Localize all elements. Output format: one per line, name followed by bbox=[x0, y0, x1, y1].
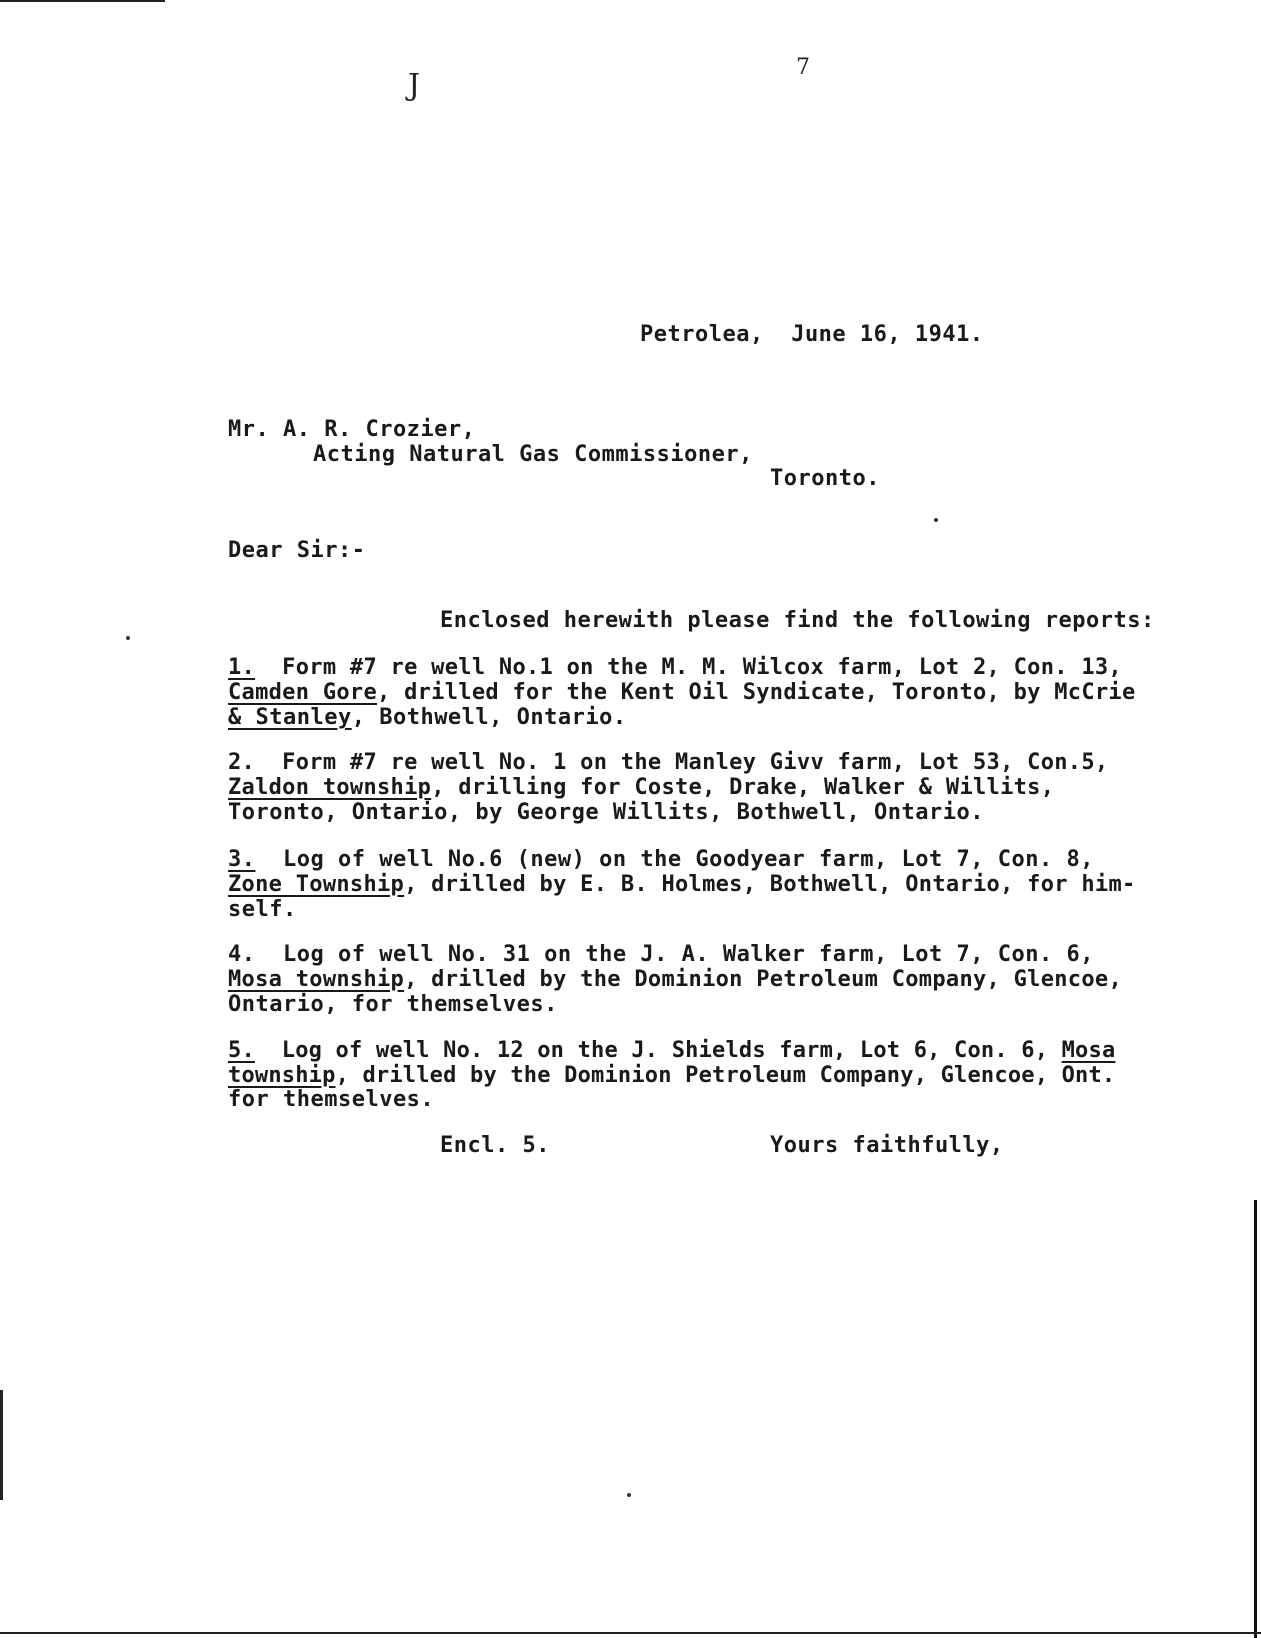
closing: Yours faithfully, bbox=[770, 1133, 1004, 1158]
list-item-4-line-1 bbox=[228, 942, 1094, 968]
item-text: Log of well No.6 (new) on the Goodyear farm, Lot 7, Con. 8, bbox=[255, 847, 1094, 872]
location-underlined: township bbox=[228, 1063, 336, 1088]
item-number: 4. bbox=[228, 942, 256, 967]
recipient-name: Mr. A. R. Crozier, bbox=[228, 417, 476, 442]
list-item-3-line-2 bbox=[228, 872, 1136, 898]
list-item-2-line-3 bbox=[228, 800, 984, 826]
item-text: Form #7 re well No. 1 on the Manley Givv farm, Lot 53, Con.5, bbox=[255, 750, 1109, 775]
list-item-4-line-2 bbox=[228, 967, 1122, 993]
list-item-1-line-1 bbox=[228, 655, 1122, 681]
recipient-title: Acting Natural Gas Commissioner, bbox=[313, 442, 753, 467]
item-text: Form #7 re well No.1 on the M. M. Wilcox farm, Lot 2, Con. 13, bbox=[255, 655, 1122, 680]
scan-edge-left bbox=[0, 1390, 3, 1500]
location-underlined: Camden Gore bbox=[228, 680, 377, 705]
scan-edge-bottom bbox=[0, 1632, 1261, 1634]
salutation: Dear Sir:- bbox=[228, 538, 366, 563]
item-number: 3. bbox=[228, 847, 256, 872]
location-underlined: Zone Township bbox=[228, 872, 405, 897]
ink-speck bbox=[126, 636, 130, 640]
list-item-5-line-1 bbox=[228, 1038, 1115, 1064]
recipient-city: Toronto. bbox=[770, 466, 880, 491]
location-underlined: Mosa township bbox=[228, 967, 405, 992]
enclosure-note: Encl. 5. bbox=[440, 1133, 550, 1158]
item-text: , drilled by the Dominion Petroleum Company, Glencoe, bbox=[404, 967, 1122, 992]
ink-speck bbox=[627, 1493, 631, 1497]
item-text: , drilled for the Kent Oil Syndicate, Toronto, by McCrie bbox=[377, 680, 1136, 705]
location-underlined: Mosa bbox=[1061, 1038, 1116, 1063]
list-item-3-line-3 bbox=[228, 897, 297, 923]
item-text: , Bothwell, Ontario. bbox=[351, 705, 627, 730]
handwritten-mark-left: J bbox=[408, 68, 421, 103]
list-item-5-line-3 bbox=[228, 1087, 434, 1113]
item-text: Log of well No. 12 on the J. Shields farm, Lot 6, Con. 6, bbox=[254, 1038, 1062, 1063]
ink-speck bbox=[934, 518, 938, 522]
location-underlined: Zaldon township bbox=[228, 775, 432, 800]
handwritten-mark-right: 7 bbox=[796, 55, 810, 80]
list-item-2-line-1 bbox=[228, 750, 1108, 776]
contractor-underlined: & Stanley bbox=[228, 705, 352, 730]
list-item-4-line-3 bbox=[228, 992, 558, 1018]
item-text: , drilled by E. B. Holmes, Bothwell, Ontario, for him- bbox=[404, 872, 1136, 897]
list-item-2-line-2 bbox=[228, 775, 1054, 801]
place-date: Petrolea, June 16, 1941. bbox=[640, 322, 984, 347]
item-number: 1. bbox=[228, 655, 256, 680]
item-text: for themselves. bbox=[228, 1087, 435, 1112]
scan-edge-right bbox=[1254, 1200, 1257, 1638]
item-text: Toronto, Ontario, by George Willits, Bothwell, Ontario. bbox=[228, 800, 984, 825]
list-item-1-line-3 bbox=[228, 705, 627, 731]
item-number: 5. bbox=[228, 1038, 255, 1063]
item-text: self. bbox=[228, 897, 297, 922]
item-number: 2. bbox=[228, 750, 256, 775]
item-text: Log of well No. 31 on the J. A. Walker farm, Lot 7, Con. 6, bbox=[255, 942, 1094, 967]
item-text: , drilling for Coste, Drake, Walker & Willits, bbox=[431, 775, 1055, 800]
item-text: Ontario, for themselves. bbox=[228, 992, 558, 1017]
list-item-5-line-2 bbox=[228, 1063, 1115, 1089]
scan-edge-top bbox=[0, 0, 165, 2]
intro-text: Enclosed herewith please find the following reports: bbox=[440, 608, 1155, 633]
item-text: , drilled by the Dominion Petroleum Company, Glencoe, Ont. bbox=[335, 1063, 1116, 1088]
list-item-1-line-2 bbox=[228, 680, 1136, 706]
list-item-3-line-1 bbox=[228, 847, 1094, 873]
